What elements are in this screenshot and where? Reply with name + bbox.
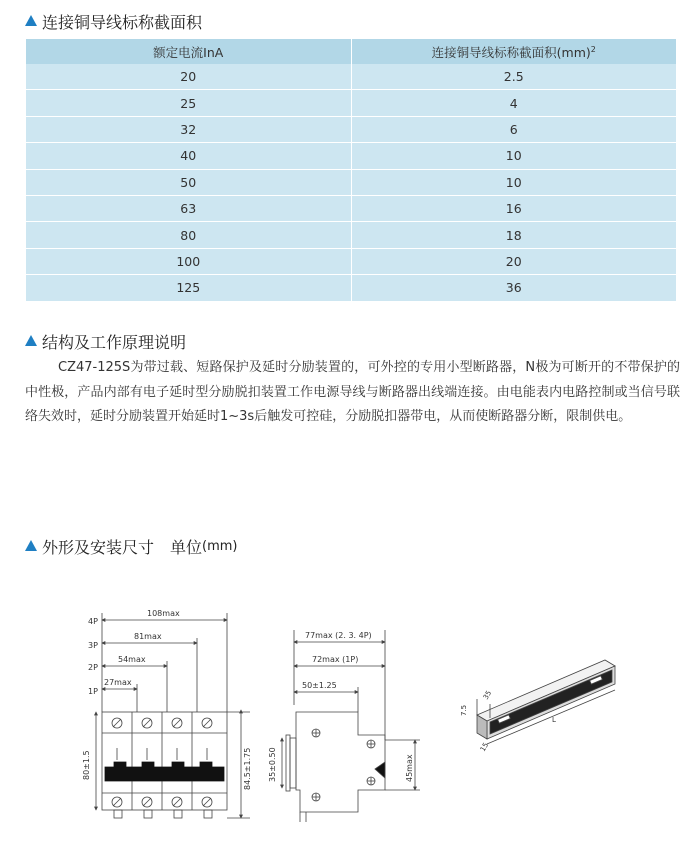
rated-current-cell: 20 — [26, 64, 351, 90]
pole-labels — [88, 617, 98, 696]
section-title: 结构及工作原理说明 — [42, 333, 187, 352]
cross-section-cell: 6 — [351, 116, 676, 142]
pole-label-2p: 2P — [88, 663, 98, 672]
din-rail-drawing — [460, 660, 615, 753]
rated-current-cell: 25 — [26, 90, 351, 116]
side-dim-45max: 45max — [405, 754, 414, 782]
rail-label-L: L — [552, 716, 556, 724]
principle-paragraph: CZ47-125S为带过载、短路保护及延时分励装置的，可外控的专用小型断路器，N极为可断开的不带保护的中性极，产品内部有电子延时型分励脱扣装置工作电源导线与断路器出线端连接。由电能表内电路控制或当信号联络失效时，延时分励装置开始延时1~3s后触发可控硅，分励脱扣器带电，从而使断路器分断，限制供电。 — [25, 360, 680, 424]
column-header-cross-section: 连接铜导线标称截面积(mm)$^2$ — [351, 39, 676, 64]
width-label-1p: 27max — [104, 678, 132, 687]
rated-current-cell: 80 — [26, 222, 351, 248]
cross-section-cell: 16 — [351, 195, 676, 221]
pole-label-3p: 3P — [88, 641, 98, 650]
rated-current-cell: 100 — [26, 248, 351, 274]
side-dim-35: 35±0.50 — [268, 747, 277, 782]
side-view-drawing — [268, 630, 420, 822]
cross-section-cell: 4 — [351, 90, 676, 116]
width-label-2p: 54max — [118, 655, 146, 664]
column-header-current: 额定电流InA — [26, 39, 351, 64]
rated-current-cell: 63 — [26, 195, 351, 221]
cross-section-cell: 10 — [351, 169, 676, 195]
unit-label: (mm) — [202, 539, 238, 554]
rail-label-35: 35 — [481, 689, 494, 701]
cross-section-cell: 20 — [351, 248, 676, 274]
side-dim-77max: 77max (2. 3. 4P) — [305, 631, 372, 640]
section-title: 连接铜导线标称截面积 — [42, 13, 203, 32]
rated-current-cell: 125 — [26, 275, 351, 301]
pole-label-1p: 1P — [88, 687, 98, 696]
rail-label-15: 15 — [478, 741, 491, 753]
front-view-drawing — [82, 609, 252, 818]
width-label-4p: 108max — [147, 609, 180, 618]
cross-section-cell: 36 — [351, 275, 676, 301]
width-label-3p: 81max — [134, 632, 162, 641]
rated-current-cell: 32 — [26, 116, 351, 142]
cross-section-cell: 2.5 — [351, 64, 676, 90]
cross-section-cell: 18 — [351, 222, 676, 248]
height-label-left: 80±1.5 — [82, 750, 91, 780]
side-dim-50: 50±1.25 — [302, 681, 337, 690]
pole-label-4p: 4P — [88, 617, 98, 626]
section-title: 外形及安装尺寸 单位 — [42, 538, 203, 557]
rail-label-7-5: 7.5 — [460, 704, 468, 716]
rated-current-cell: 40 — [26, 143, 351, 169]
rated-current-cell: 50 — [26, 169, 351, 195]
height-label-right: 84.5±1.75 — [243, 747, 252, 790]
toggle-handle-bar — [105, 762, 224, 781]
side-dim-72max: 72max (1P) — [312, 655, 359, 664]
cross-section-cell: 10 — [351, 143, 676, 169]
